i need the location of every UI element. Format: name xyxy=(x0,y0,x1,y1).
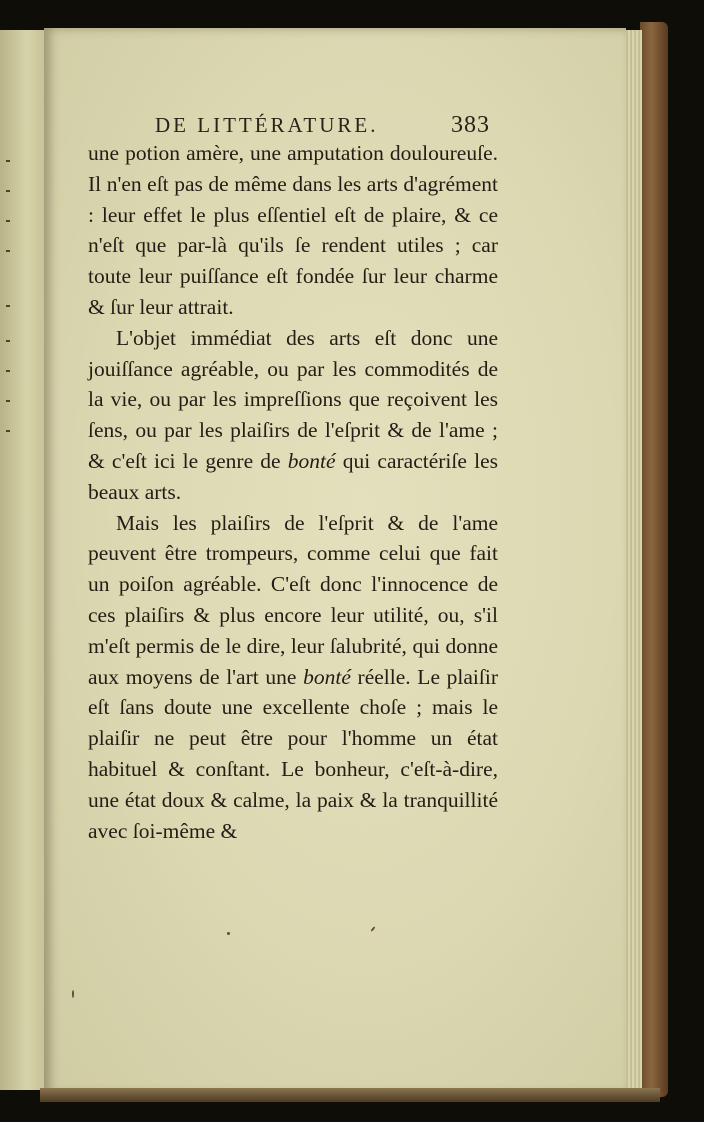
page-number: 383 xyxy=(451,112,490,138)
text-run: L'objet immédiat des arts eſt donc une jouiſſance agréable, ou par les commodités de la vie, ou par les impreſſions que reçoivent les ſens, ou par les plaiſirs de l'eſprit & de l'ame ; & c'eſt ici le genre de xyxy=(88,325,498,473)
text-run: Mais les plaiſirs de l'eſprit & de l'ame peuvent être trompeurs, comme celui que fait un poiſon agréable. C'eſt donc l'innocence de ces plaiſirs & plus encore leur utilité, ou, s'il m'eſt permis de le dire, leur ſalubrité, qui donne aux moyens de l'art une xyxy=(88,510,498,689)
italic-word: bonté xyxy=(287,448,336,473)
paper-speck xyxy=(72,990,74,998)
page-header xyxy=(155,112,490,139)
paragraph xyxy=(88,323,498,508)
paragraph xyxy=(88,138,498,323)
body-text xyxy=(88,138,498,846)
running-head: DE LITTÉRATURE. xyxy=(155,113,379,137)
italic-word: bonté xyxy=(303,664,351,689)
book-cover-edge xyxy=(640,22,668,1097)
book-bottom-edge xyxy=(40,1088,660,1102)
text-run: une potion amère, une amputation douloureuſe. Il n'en eſt pas de même dans les arts d'agrément : leur effet le plus eſſentiel eſt de plaire, & ce n'eſt que par-là qu'ils ſe rendent utiles ; car toute leur puiſſance eſt fondée ſur leur charme & ſur leur attrait. xyxy=(88,141,498,319)
text-run: qui caractériſe les beaux arts. xyxy=(88,448,498,504)
paper-speck xyxy=(227,932,230,935)
facing-page-edge xyxy=(0,30,47,1090)
paragraph xyxy=(88,508,498,847)
text-run: réelle. Le plaiſir eſt ſans doute une excellente choſe ; mais le plaiſir ne peut être pour l'homme un état habituel & conſtant. Le bonheur, c'eſt-à-dire, une état doux & calme, la paix & la tranquillité avec ſoi-même & xyxy=(88,664,498,843)
